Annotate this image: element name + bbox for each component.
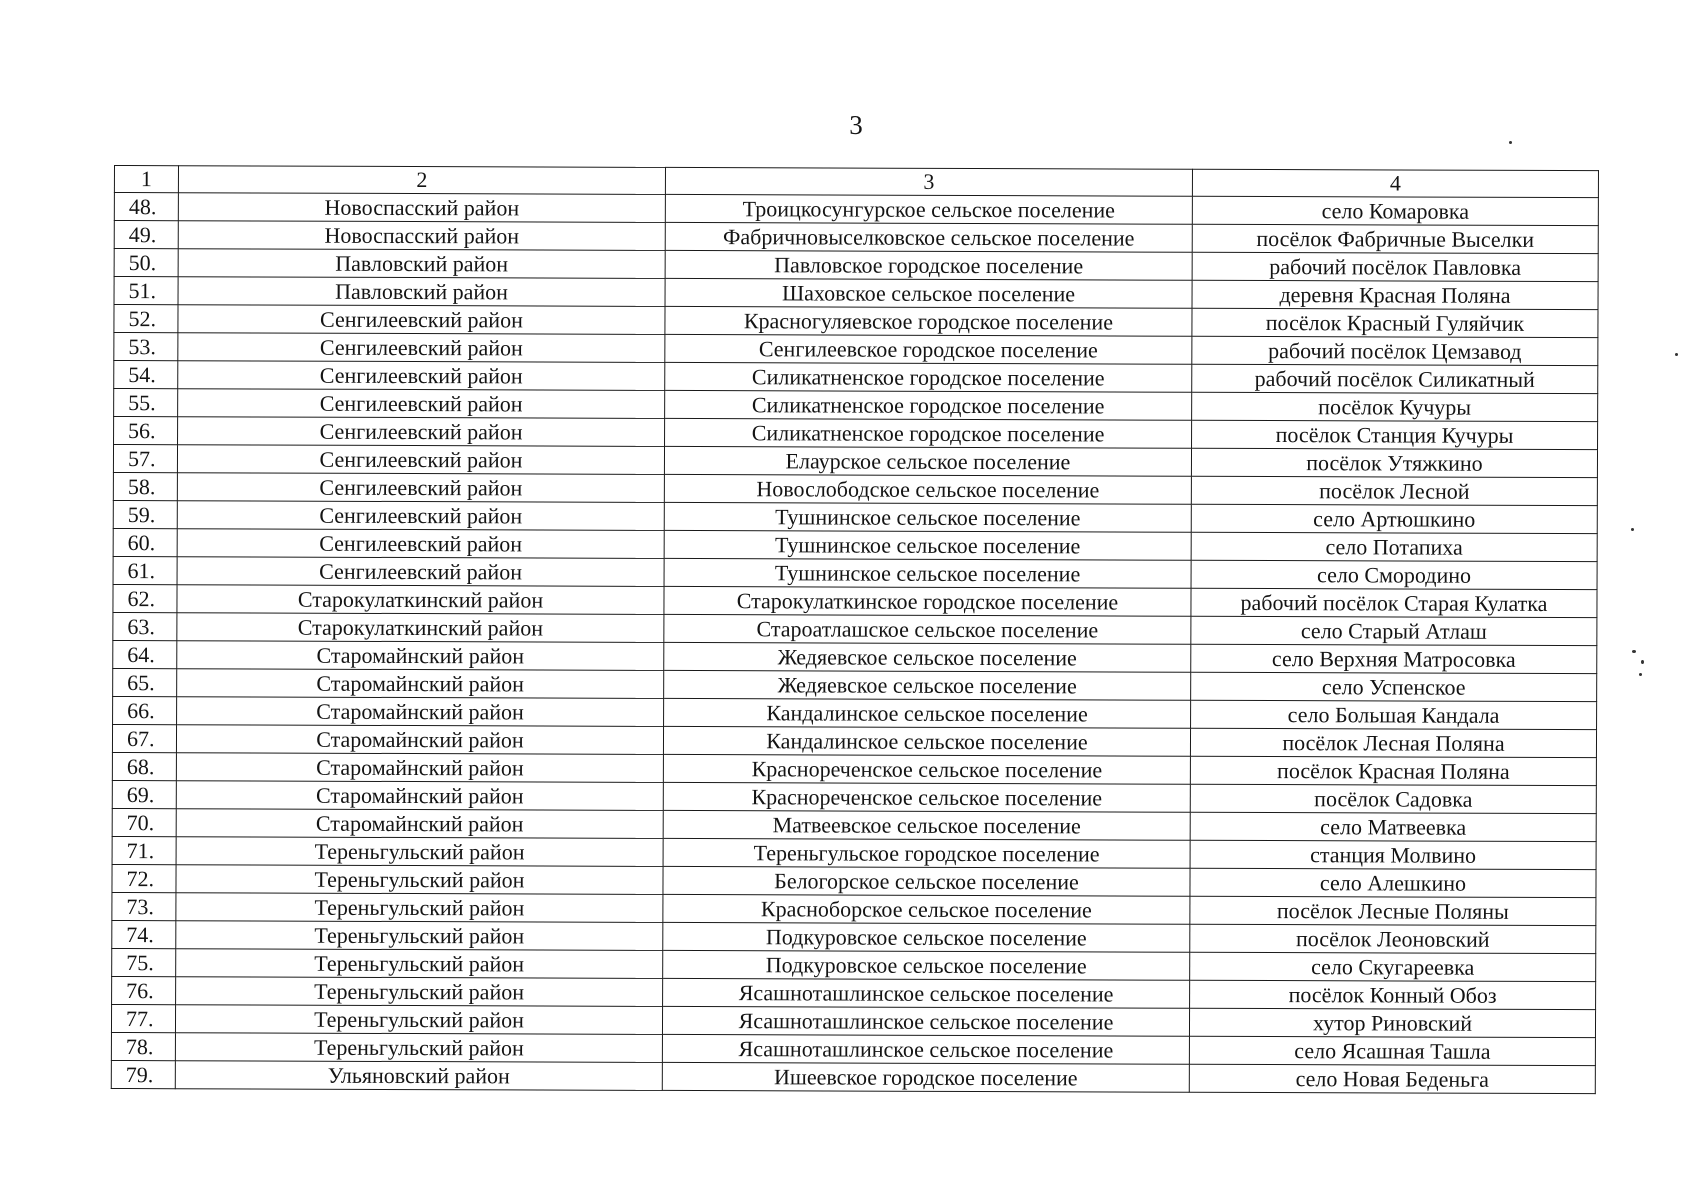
settlement-cell: Елаурское сельское поселение [664, 446, 1191, 476]
scan-speck [1509, 141, 1512, 144]
locality-cell: посёлок Лесные Поляны [1190, 896, 1596, 925]
locality-cell: посёлок Конный Обоз [1190, 980, 1596, 1009]
locality-cell: посёлок Фабричные Выселки [1192, 224, 1598, 253]
locality-cell: село Скугареевка [1190, 952, 1596, 981]
row-number-cell: 52. [114, 305, 178, 333]
table-body [111, 166, 1598, 1094]
locality-cell: село Комаровка [1192, 196, 1598, 225]
column-header: 4 [1192, 169, 1598, 197]
row-number-cell: 73. [112, 892, 176, 920]
row-number-cell: 77. [111, 1004, 175, 1032]
district-cell: Сенгилеевский район [177, 473, 664, 503]
row-number-cell: 79. [111, 1060, 175, 1088]
settlement-cell: Шаховское сельское поселение [665, 278, 1192, 308]
locality-cell: посёлок Красный Гуляйчик [1192, 308, 1598, 337]
settlement-cell: Матвеевское сельское поселение [663, 810, 1190, 840]
table-row [114, 193, 1598, 226]
settlement-cell: Краснореченское сельское поселение [663, 782, 1190, 812]
row-number-cell: 50. [114, 249, 178, 277]
settlement-cell: Ясашноташлинское сельское поселение [662, 1006, 1189, 1036]
settlement-cell: Сенгилеевское городское поселение [665, 334, 1192, 364]
table-row [113, 668, 1597, 701]
locality-cell: посёлок Садовка [1190, 784, 1596, 813]
table-row [111, 1032, 1595, 1065]
district-cell: Новоспасский район [178, 221, 665, 251]
row-number-cell: 58. [113, 472, 177, 500]
district-cell: Старомайнский район [176, 753, 663, 783]
settlement-cell: Краснореченское сельское поселение [663, 754, 1190, 784]
locality-cell: село Смородино [1191, 560, 1597, 589]
table-row [112, 752, 1596, 785]
table-row [114, 389, 1598, 422]
row-number-cell: 66. [113, 696, 177, 724]
locality-cell: село Верхняя Матросовка [1191, 644, 1597, 673]
settlement-cell: Силикатненское городское поселение [665, 390, 1192, 420]
settlement-cell: Ишеевское городское поселение [662, 1062, 1189, 1092]
district-cell: Сенгилеевский район [178, 361, 665, 391]
district-cell: Ульяновский район [175, 1061, 662, 1091]
settlement-cell: Ясашноташлинское сельское поселение [662, 1034, 1189, 1064]
locality-cell: посёлок Кучуры [1192, 392, 1598, 421]
table-row [112, 780, 1596, 813]
row-number-cell: 55. [114, 389, 178, 417]
table-row [111, 1004, 1595, 1037]
district-cell: Сенгилеевский район [178, 417, 665, 447]
locality-cell: посёлок Лесная Поляна [1190, 728, 1596, 757]
table-row [112, 948, 1596, 981]
district-cell: Старомайнский район [176, 809, 663, 839]
row-number-cell: 60. [113, 528, 177, 556]
settlement-cell: Тушнинское сельское поселение [664, 502, 1191, 532]
locality-cell: рабочий посёлок Павловка [1192, 252, 1598, 281]
settlement-cell: Тереньгульское городское поселение [663, 838, 1190, 868]
locality-cell: село Новая Беденьга [1189, 1064, 1595, 1093]
locality-cell: село Успенское [1191, 672, 1597, 701]
row-number-cell: 48. [114, 193, 178, 221]
locality-cell: деревня Красная Поляна [1192, 280, 1598, 309]
locality-cell: хутор Риновский [1189, 1008, 1595, 1037]
settlement-cell: Силикатненское городское поселение [665, 418, 1192, 448]
settlement-cell: Тушнинское сельское поселение [664, 530, 1191, 560]
settlement-cell: Белогорское сельское поселение [663, 866, 1190, 896]
district-cell: Сенгилеевский район [177, 529, 664, 559]
scan-speck [1632, 650, 1636, 653]
locality-cell: посёлок Леоновский [1190, 924, 1596, 953]
row-number-cell: 69. [112, 780, 176, 808]
scan-speck [1639, 673, 1642, 676]
locality-cell: село Старый Атлаш [1191, 616, 1597, 645]
row-number-cell: 68. [112, 752, 176, 780]
settlement-cell: Кандалинское сельское поселение [664, 698, 1191, 728]
settlement-cell: Троицкосунгурское сельское поселение [665, 194, 1192, 224]
locality-cell: посёлок Станция Кучуры [1192, 420, 1598, 449]
table-row [112, 920, 1596, 953]
district-cell: Сенгилеевский район [178, 389, 665, 419]
scan-speck [1641, 660, 1644, 664]
district-cell: Павловский район [178, 277, 665, 307]
table-row [112, 864, 1596, 897]
row-number-cell: 65. [113, 668, 177, 696]
table-row [113, 472, 1597, 505]
table-row [114, 417, 1598, 450]
district-cell: Павловский район [178, 249, 665, 279]
row-number-cell: 51. [114, 277, 178, 305]
locality-cell: посёлок Утяжкино [1191, 448, 1597, 477]
table-row [112, 836, 1596, 869]
district-cell: Сенгилеевский район [177, 557, 664, 587]
table-row [113, 612, 1597, 645]
settlement-cell: Кандалинское сельское поселение [663, 726, 1190, 756]
settlement-cell: Жедяевское сельское поселение [664, 670, 1191, 700]
settlement-cell: Жедяевское сельское поселение [664, 642, 1191, 672]
district-cell: Старомайнский район [177, 669, 664, 699]
district-cell: Старомайнский район [176, 781, 663, 811]
locality-cell: село Потапиха [1191, 532, 1597, 561]
settlement-cell: Красноборское сельское поселение [663, 894, 1190, 924]
district-cell: Тереньгульский район [176, 977, 663, 1007]
table-row [114, 249, 1598, 282]
district-cell: Тереньгульский район [176, 893, 663, 923]
district-cell: Старомайнский район [177, 697, 664, 727]
locality-cell: рабочий посёлок Цемзавод [1192, 336, 1598, 365]
row-number-cell: 72. [112, 864, 176, 892]
table-row [113, 528, 1597, 561]
table-row [112, 808, 1596, 841]
district-cell: Тереньгульский район [176, 949, 663, 979]
district-cell: Сенгилеевский район [177, 445, 664, 475]
locality-cell: рабочий посёлок Силикатный [1192, 364, 1598, 393]
district-cell: Старокулаткинский район [177, 613, 664, 643]
row-number-cell: 56. [114, 417, 178, 445]
column-header: 1 [114, 166, 178, 193]
row-number-cell: 57. [113, 445, 177, 473]
row-number-cell: 70. [112, 808, 176, 836]
row-number-cell: 74. [112, 920, 176, 948]
settlement-cell: Силикатненское городское поселение [665, 362, 1192, 392]
page-number: 3 [849, 110, 863, 140]
locality-cell: село Артюшкино [1191, 504, 1597, 533]
row-number-cell: 75. [112, 948, 176, 976]
row-number-cell: 62. [113, 584, 177, 612]
table-row [113, 445, 1597, 478]
row-number-cell: 63. [113, 612, 177, 640]
settlement-cell: Подкуровское сельское поселение [663, 950, 1190, 980]
row-number-cell: 76. [112, 976, 176, 1004]
table-row [113, 556, 1597, 589]
row-number-cell: 54. [114, 361, 178, 389]
table-row [113, 640, 1597, 673]
row-number-cell: 67. [112, 724, 176, 752]
district-cell: Старомайнский район [177, 641, 664, 671]
data-table [111, 165, 1599, 1094]
district-cell: Тереньгульский район [176, 837, 663, 867]
district-cell: Тереньгульский район [175, 1005, 662, 1035]
locality-cell: рабочий посёлок Старая Кулатка [1191, 588, 1597, 617]
locality-cell: станция Молвино [1190, 840, 1596, 869]
row-number-cell: 61. [113, 556, 177, 584]
district-cell: Сенгилеевский район [178, 333, 665, 363]
table-row [114, 361, 1598, 394]
table-row [113, 584, 1597, 617]
locality-cell: село Ясашная Ташла [1189, 1036, 1595, 1065]
district-cell: Сенгилеевский район [178, 305, 665, 335]
column-header: 2 [178, 166, 665, 195]
row-number-cell: 53. [114, 333, 178, 361]
district-cell: Сенгилеевский район [177, 501, 664, 531]
column-header: 3 [665, 167, 1192, 196]
row-number-cell: 64. [113, 640, 177, 668]
settlement-cell: Красногуляевское городское поселение [665, 306, 1192, 336]
row-number-cell: 71. [112, 836, 176, 864]
settlement-cell: Ясашноташлинское сельское поселение [663, 978, 1190, 1008]
settlement-cell: Павловское городское поселение [665, 250, 1192, 280]
row-number-cell: 49. [114, 221, 178, 249]
locality-cell: село Матвеевка [1190, 812, 1596, 841]
settlement-cell: Тушнинское сельское поселение [664, 558, 1191, 588]
district-cell: Тереньгульский район [175, 1033, 662, 1063]
table-row [114, 221, 1598, 254]
district-cell: Тереньгульский район [176, 865, 663, 895]
table-row [114, 277, 1598, 310]
locality-cell: посёлок Лесной [1191, 476, 1597, 505]
district-cell: Старокулаткинский район [177, 585, 664, 615]
settlement-cell: Подкуровское сельское поселение [663, 922, 1190, 952]
locality-cell: село Большая Кандала [1191, 700, 1597, 729]
table-row [113, 500, 1597, 533]
settlement-cell: Новослободское сельское поселение [664, 474, 1191, 504]
district-cell: Новоспасский район [178, 193, 665, 223]
table-row [113, 696, 1597, 729]
settlement-cell: Фабричновыселковское сельское поселение [665, 222, 1192, 252]
row-number-cell: 78. [111, 1032, 175, 1060]
table-row [114, 305, 1598, 338]
table-row [111, 1060, 1595, 1093]
settlement-cell: Старокулаткинское городское поселение [664, 586, 1191, 616]
table-row [112, 724, 1596, 757]
locality-cell: посёлок Красная Поляна [1190, 756, 1596, 785]
scan-speck [1675, 353, 1678, 356]
settlement-cell: Староатлашское сельское поселение [664, 614, 1191, 644]
table-row [112, 892, 1596, 925]
scan-speck [1631, 528, 1634, 531]
table-row [114, 333, 1598, 366]
row-number-cell: 59. [113, 500, 177, 528]
locality-cell: село Алешкино [1190, 868, 1596, 897]
district-cell: Старомайнский район [176, 725, 663, 755]
table-row [112, 976, 1596, 1009]
district-cell: Тереньгульский район [176, 921, 663, 951]
